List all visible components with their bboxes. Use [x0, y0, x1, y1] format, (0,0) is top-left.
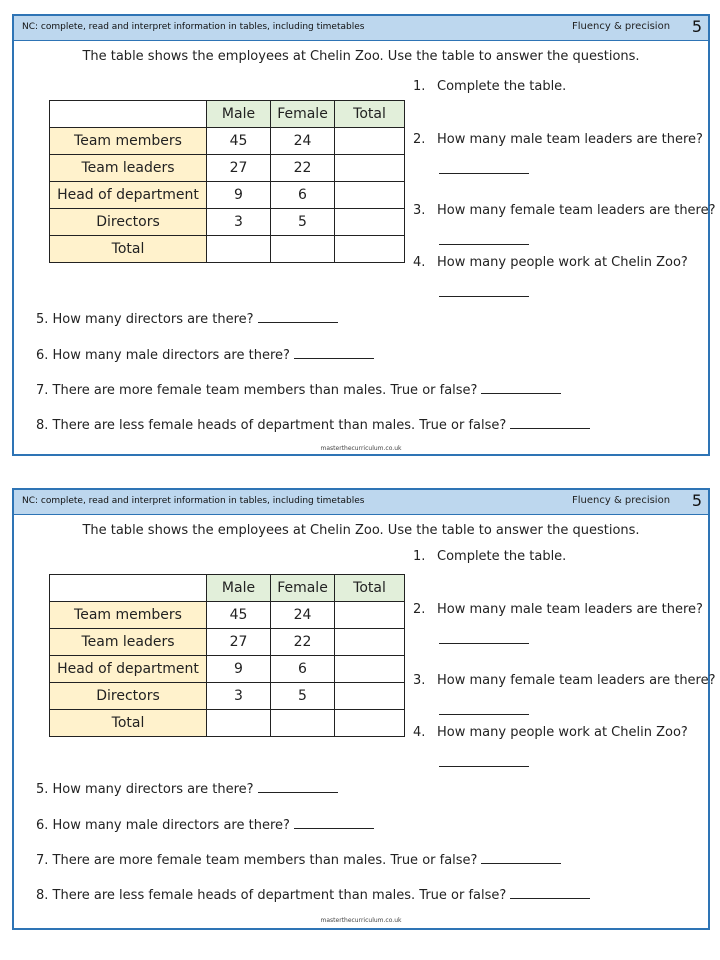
- answer-line-8[interactable]: [510, 417, 590, 429]
- total-cell[interactable]: [335, 602, 405, 629]
- table-row: [50, 182, 405, 209]
- row-label: Team members: [50, 128, 207, 155]
- question-8: 8. There are less female heads of department than males. True or false?: [36, 887, 590, 903]
- female-cell: 22: [271, 155, 335, 182]
- intro-text: The table shows the employees at Chelin Zoo. Use the table to answer the questions.: [82, 523, 640, 538]
- male-cell: 3: [207, 683, 271, 710]
- male-cell: 9: [207, 656, 271, 683]
- worksheet-header: [14, 490, 708, 515]
- answer-line-4[interactable]: [439, 296, 529, 297]
- female-cell[interactable]: [271, 236, 335, 263]
- answer-line-8[interactable]: [510, 887, 590, 899]
- fluency-label: Fluency & precision: [572, 21, 671, 32]
- female-cell: 24: [271, 602, 335, 629]
- header-male: Male: [207, 101, 271, 128]
- answer-line-2[interactable]: [439, 643, 529, 644]
- answer-line-4[interactable]: [439, 766, 529, 767]
- total-cell[interactable]: [335, 683, 405, 710]
- employees-table: [49, 574, 405, 737]
- question-8: 8. There are less female heads of department than males. True or false?: [36, 417, 590, 433]
- row-label: Directors: [50, 209, 207, 236]
- table-row: [50, 236, 405, 263]
- table-row: [50, 155, 405, 182]
- row-label: Head of department: [50, 656, 207, 683]
- male-cell: 27: [207, 629, 271, 656]
- answer-line-5[interactable]: [258, 781, 338, 793]
- total-cell[interactable]: [335, 155, 405, 182]
- question-6: 6. How many male directors are there?: [36, 347, 374, 363]
- employees-table: [49, 100, 405, 263]
- worksheet-number: 5: [691, 17, 702, 36]
- table-row: [50, 602, 405, 629]
- row-label: Total: [50, 710, 207, 737]
- female-cell: 6: [271, 656, 335, 683]
- total-cell[interactable]: [335, 710, 405, 737]
- female-cell: 5: [271, 209, 335, 236]
- question-7: 7. There are more female team members than males. True or false?: [36, 852, 561, 868]
- fluency-label: Fluency & precision: [572, 495, 671, 506]
- female-cell: 24: [271, 128, 335, 155]
- footer-url: masterthecurriculum.co.uk: [320, 917, 402, 924]
- row-label: Head of department: [50, 182, 207, 209]
- female-cell: 5: [271, 683, 335, 710]
- row-label: Team members: [50, 602, 207, 629]
- table-corner-cell: [50, 575, 207, 602]
- question-5: 5. How many directors are there?: [36, 311, 338, 327]
- table-header-row: [50, 101, 405, 128]
- answer-line-6[interactable]: [294, 817, 374, 829]
- female-cell: 6: [271, 182, 335, 209]
- row-label: Directors: [50, 683, 207, 710]
- header-total: Total: [335, 101, 405, 128]
- answer-line-2[interactable]: [439, 173, 529, 174]
- curriculum-objective: NC: complete, read and interpret information in tables, including timetables: [22, 496, 365, 506]
- female-cell[interactable]: [271, 710, 335, 737]
- header-male: Male: [207, 575, 271, 602]
- table-row: [50, 128, 405, 155]
- answer-line-5[interactable]: [258, 311, 338, 323]
- total-cell[interactable]: [335, 656, 405, 683]
- male-cell: 45: [207, 128, 271, 155]
- question-4: 4. How many people work at Chelin Zoo?: [413, 255, 688, 270]
- row-label: Total: [50, 236, 207, 263]
- answer-line-6[interactable]: [294, 347, 374, 359]
- question-6: 6. How many male directors are there?: [36, 817, 374, 833]
- question-5: 5. How many directors are there?: [36, 781, 338, 797]
- question-3: 3. How many female team leaders are there?: [413, 673, 716, 688]
- worksheet-header: [14, 16, 708, 41]
- header-female: Female: [271, 575, 335, 602]
- male-cell[interactable]: [207, 710, 271, 737]
- question-2: 2. How many male team leaders are there?: [413, 132, 703, 147]
- male-cell: 27: [207, 155, 271, 182]
- header-female: Female: [271, 101, 335, 128]
- table-header-row: [50, 575, 405, 602]
- question-4: 4. How many people work at Chelin Zoo?: [413, 725, 688, 740]
- worksheet-number: 5: [691, 491, 702, 510]
- question-3: 3. How many female team leaders are there?: [413, 203, 716, 218]
- table-row: [50, 209, 405, 236]
- question-1: 1. Complete the table.: [413, 79, 567, 94]
- header-total: Total: [335, 575, 405, 602]
- answer-line-7[interactable]: [481, 382, 561, 394]
- table-row: [50, 656, 405, 683]
- total-cell[interactable]: [335, 629, 405, 656]
- table-row: [50, 629, 405, 656]
- table-row: [50, 683, 405, 710]
- question-2: 2. How many male team leaders are there?: [413, 602, 703, 617]
- answer-line-3[interactable]: [439, 714, 529, 715]
- total-cell[interactable]: [335, 182, 405, 209]
- table-row: [50, 710, 405, 737]
- male-cell: 3: [207, 209, 271, 236]
- male-cell: 45: [207, 602, 271, 629]
- row-label: Team leaders: [50, 629, 207, 656]
- footer-url: masterthecurriculum.co.uk: [320, 445, 402, 452]
- female-cell: 22: [271, 629, 335, 656]
- row-label: Team leaders: [50, 155, 207, 182]
- answer-line-3[interactable]: [439, 244, 529, 245]
- answer-line-7[interactable]: [481, 852, 561, 864]
- total-cell[interactable]: [335, 128, 405, 155]
- male-cell: 9: [207, 182, 271, 209]
- total-cell[interactable]: [335, 209, 405, 236]
- question-1: 1. Complete the table.: [413, 549, 567, 564]
- intro-text: The table shows the employees at Chelin Zoo. Use the table to answer the questions.: [82, 49, 640, 64]
- table-corner-cell: [50, 101, 207, 128]
- worksheet-card-2: [12, 488, 716, 930]
- male-cell[interactable]: [207, 236, 271, 263]
- question-7: 7. There are more female team members than males. True or false?: [36, 382, 561, 398]
- worksheet-card-1: [12, 14, 716, 456]
- curriculum-objective: NC: complete, read and interpret information in tables, including timetables: [22, 22, 365, 32]
- total-cell[interactable]: [335, 236, 405, 263]
